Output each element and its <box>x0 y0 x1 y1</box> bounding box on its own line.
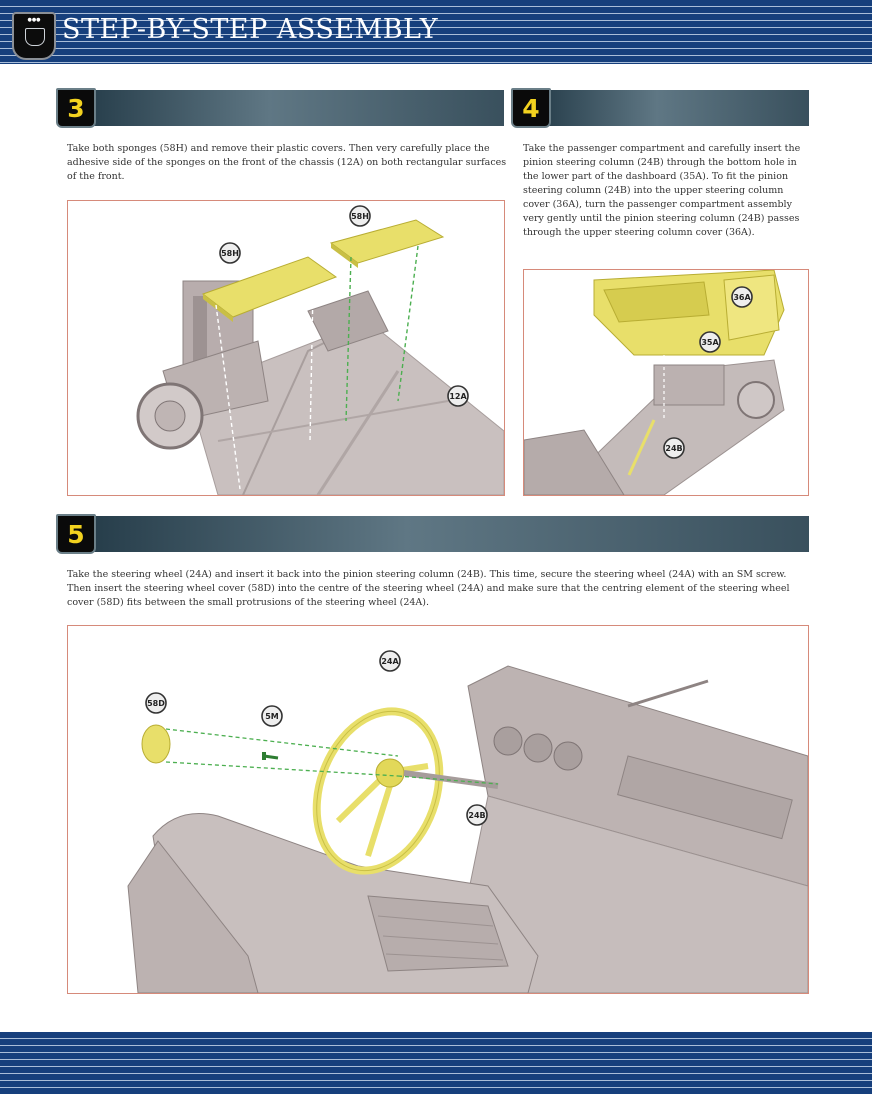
step-3-number: 3 <box>56 88 96 128</box>
svg-text:58H: 58H <box>221 249 239 258</box>
part-label-12a <box>448 386 468 406</box>
step-5-illustration <box>67 625 809 994</box>
step-4-number: 4 <box>511 88 551 128</box>
svg-text:36A: 36A <box>733 293 751 302</box>
step-5-number: 5 <box>56 514 96 554</box>
svg-text:12A: 12A <box>449 392 467 401</box>
svg-text:5M: 5M <box>265 712 279 721</box>
step-5-instructions: Take the steering wheel (24A) and insert it back into the pinion steering column (24B). This time, secure the steering wheel (24A) with an SM screw. Then insert the steering wheel cover (58D) into the centre of the steering wheel (24A) and make sure that the centring element of the steering wheel cover (58D) fits between the small protrusions of the steering wheel (24A). <box>67 569 790 608</box>
step-4-instructions: Take the passenger compartment and carefully insert the pinion steering column (24B) through the bottom hole in the lower part of the dashboard (35A). To fit the pinion steering column (24B) into the upper steering column cover (36A), turn the passenger compartment assembly very gently until the pinion steering column (24B) passes through the upper steering column cover (36A). <box>523 143 801 238</box>
step-5-bar <box>78 516 809 552</box>
svg-text:24B: 24B <box>665 444 683 453</box>
step-3-instructions: Take both sponges (58H) and remove their plastic covers. Then very carefully place the adhesive side of the sponges on the front of the chassis (12A) on both rectangular surfaces of the front. <box>67 143 507 182</box>
page-title: STEP-BY-STEP ASSEMBLY <box>62 14 439 45</box>
svg-text:24B: 24B <box>468 811 486 820</box>
svg-text:58H: 58H <box>351 212 369 221</box>
part-label-24b-step5 <box>467 805 487 825</box>
svg-text:35A: 35A <box>701 338 719 347</box>
part-label-58h-right <box>350 206 370 226</box>
part-label-24a <box>380 651 400 671</box>
part-label-5m <box>262 706 282 726</box>
part-label-24b <box>664 438 684 458</box>
part-label-58d <box>146 693 166 713</box>
step-3-bar <box>78 90 504 126</box>
svg-text:58D: 58D <box>147 699 165 708</box>
svg-text:24A: 24A <box>381 657 399 666</box>
step-4-illustration <box>523 269 809 496</box>
step-3-illustration <box>67 200 505 496</box>
part-label-36a <box>732 287 752 307</box>
step-4-bar <box>533 90 809 126</box>
footer-banner <box>0 1032 872 1094</box>
part-label-58h-left <box>220 243 240 263</box>
brand-badge-icon: ●●● <box>12 12 56 60</box>
header-banner <box>0 0 872 64</box>
part-label-35a <box>700 332 720 352</box>
